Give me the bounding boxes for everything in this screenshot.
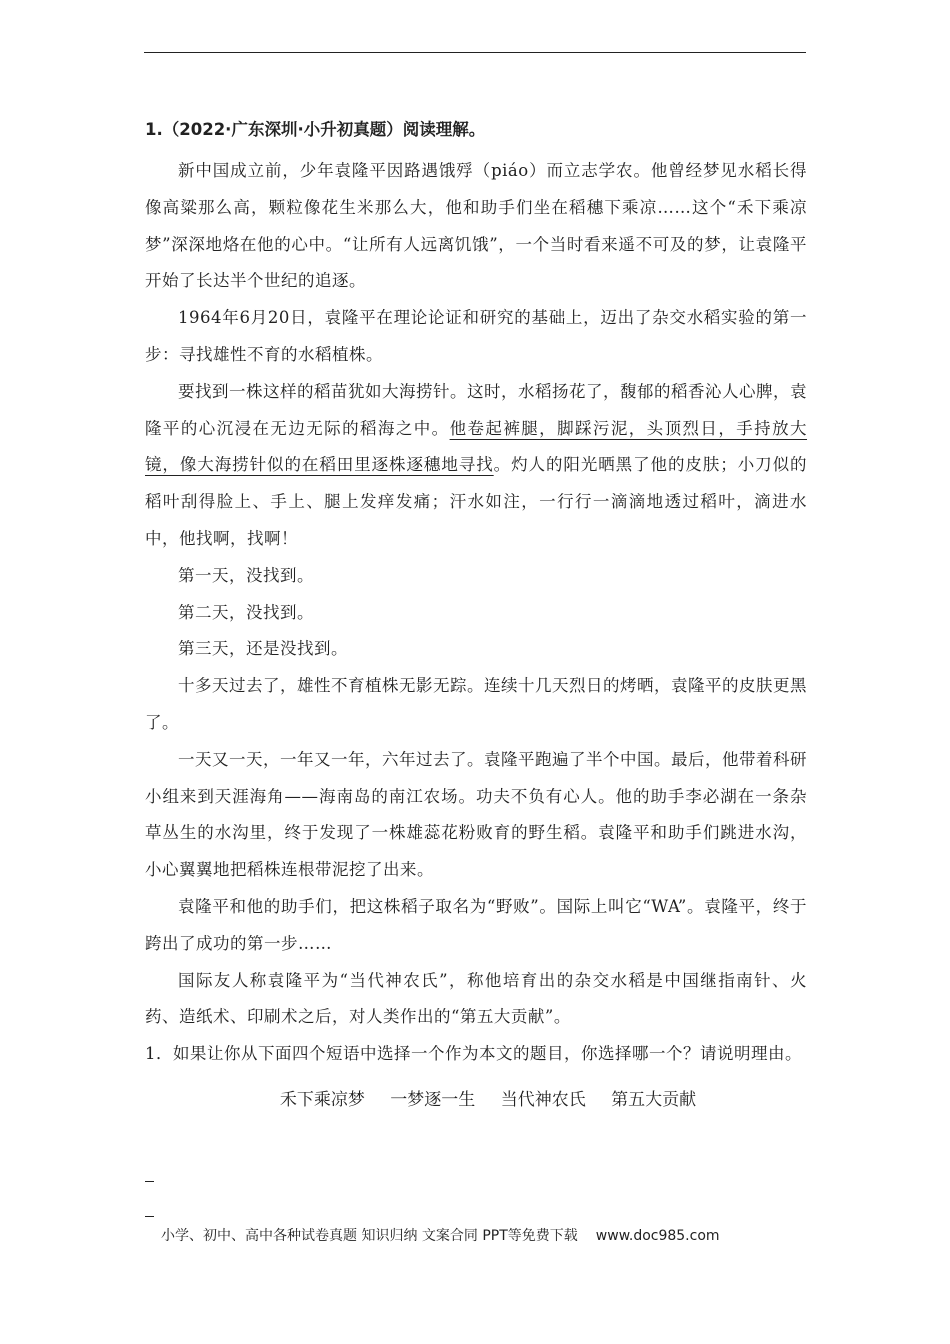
option-1: 禾下乘凉梦 bbox=[279, 1089, 365, 1110]
option-3: 当代神农氏 bbox=[500, 1089, 586, 1110]
option-4: 第五大贡献 bbox=[611, 1089, 697, 1110]
header-rule bbox=[144, 52, 806, 53]
answer-blank-line-1 bbox=[145, 1181, 154, 1182]
passage-paragraph-1: 新中国成立前，少年袁隆平因路遇饿殍（piáo）而立志学农。他曾经梦见水稻长得像高粱那么高，颗粒像花生米那么大，他和助手们坐在稻穗下乘凉……这个“禾下乘凉梦”深深地烙在他的心中。“让所有人远离饥饿”，一个当时看来遥不可及的梦，让袁隆平开始了长达半个世纪的追逐。 bbox=[145, 161, 807, 291]
underlined-sentence: 他卷起裤腿，脚踩污泥，头顶烈日，手持放大镜，像大海捞针似的在稻田里逐株逐穗地寻找 bbox=[145, 418, 808, 475]
page-footer bbox=[161, 1226, 801, 1246]
p3-text-before: 要找到一株这样的稻苗犹如大海捞针。这时，水稻扬花了，馥郁的稻香沁人心脾，袁隆平的心沉浸在无边无际的稻海之中。 bbox=[145, 381, 807, 438]
passage-paragraph-10: 国际友人称袁隆平为“当代神农氏”，称他培育出的杂交水稻是中国继指南针、火药、造纸术、印刷术之后，对人类作出的“第五大贡献”。 bbox=[145, 970, 807, 1027]
option-2: 一梦逐一生 bbox=[390, 1089, 476, 1110]
sub-question-text: 1．如果让你从下面四个短语中选择一个作为本文的题目，你选择哪一个？请说明理由。 bbox=[145, 1044, 802, 1064]
question-title: 1.（2022·广东深圳·小升初真题）阅读理解。 bbox=[145, 120, 486, 139]
passage-paragraph-4: 第一天，没找到。 bbox=[178, 565, 314, 585]
passage-paragraph-5: 第二天，没找到。 bbox=[178, 602, 314, 622]
passage-paragraph-8: 一天又一天，一年又一年，六年过去了。袁隆平跑遍了半个中国。最后，他带着科研小组来到天涯海角——海南岛的南江农场。功夫不负有心人。他的助手李必湖在一条杂草丛生的水沟里，终于发现了一株雄蕊花粉败育的野生稻。袁隆平和助手们跳进水沟，小心翼翼地把稻株连根带泥挖了出来。 bbox=[145, 749, 807, 880]
passage-paragraph-3 bbox=[145, 374, 807, 558]
passage-paragraph-2: 1964年6月20日，袁隆平在理论论证和研究的基础上，迈出了杂交水稻实验的第一步：寻找雄性不育的水稻植株。 bbox=[145, 308, 807, 364]
footer-site: www.doc985.com bbox=[595, 1228, 720, 1244]
passage-paragraph-6: 第三天，还是没找到。 bbox=[178, 639, 348, 659]
title-options bbox=[145, 1087, 807, 1113]
question-block bbox=[145, 117, 807, 1113]
passage-paragraph-7: 十多天过去了，雄性不育植株无影无踪。连续十几天烈日的烤晒，袁隆平的皮肤更黑了。 bbox=[145, 676, 807, 732]
footer-text: 小学、初中、高中各种试卷真题 知识归纳 文案合同 PPT等免费下载 bbox=[161, 1228, 578, 1244]
answer-blank-line-2 bbox=[145, 1216, 154, 1217]
p3-text-after: 。灼人的阳光晒黑了他的皮肤；小刀似的稻叶刮得脸上、手上、腿上发痒发痛；汗水如注，一行行一滴滴地透过稻叶，滴进水中，他找啊，找啊！ bbox=[145, 455, 808, 548]
passage-paragraph-9: 袁隆平和他的助手们，把这株稻子取名为“野败”。国际上叫它“WA”。袁隆平，终于跨出了成功的第一步…… bbox=[145, 896, 807, 953]
